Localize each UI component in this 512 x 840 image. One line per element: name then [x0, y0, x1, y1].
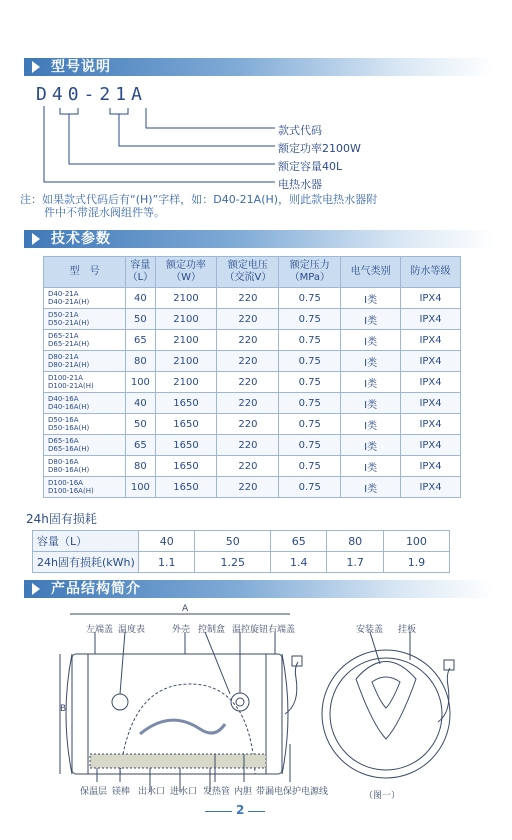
code-char: 0: [67, 84, 84, 105]
table-cell: IPX4: [401, 351, 461, 372]
table-cell: Ⅰ类: [341, 456, 401, 477]
table-cell: 2100: [155, 309, 217, 330]
table-cell: 2100: [155, 372, 217, 393]
label-shell: 外壳: [172, 625, 191, 635]
table-cell: IPX4: [401, 435, 461, 456]
table-row: [44, 435, 461, 456]
table-cell: 65: [126, 435, 155, 456]
model-name: D40-21A(H): [48, 298, 90, 306]
page-number: 2: [232, 803, 248, 817]
table-cell: IPX4: [401, 372, 461, 393]
label-heating-tube: 发热管: [203, 787, 231, 797]
table-cell: 80: [126, 351, 155, 372]
table-cell: 1650: [155, 435, 217, 456]
model-name: D100-21A: [48, 374, 83, 382]
label-mount-cover: 安装盖: [356, 625, 384, 635]
label-left-cap: 左端盖: [86, 625, 114, 635]
code-label-power: 额定功率2100W: [278, 142, 361, 155]
code-char: 1: [115, 84, 132, 105]
loss-table: [32, 530, 450, 573]
model-name: D50-21A(H): [48, 319, 90, 327]
model-name: D80-16A: [48, 458, 79, 466]
label-outlet: 出水口: [138, 787, 166, 797]
code-label-style: 款式代码: [278, 124, 322, 137]
table-row: [33, 552, 450, 573]
table-cell: 2100: [155, 288, 217, 309]
table-header-row: [44, 257, 461, 288]
table-cell: 0.75: [279, 288, 341, 309]
table-cell: 220: [217, 393, 279, 414]
model-cell: [44, 330, 126, 351]
table-cell: 220: [217, 435, 279, 456]
table-cell: 50: [195, 531, 271, 552]
table-cell: 220: [217, 456, 279, 477]
table-cell: 1.7: [327, 552, 383, 573]
table-cell: 220: [217, 372, 279, 393]
col-header: 额定功率 （W）: [155, 257, 217, 288]
table-row: [33, 531, 450, 552]
table-cell: 40: [126, 288, 155, 309]
table-cell: 1.1: [139, 552, 195, 573]
section-header-params: [24, 230, 494, 248]
col-header: 型 号: [44, 257, 126, 288]
model-cell: [44, 372, 126, 393]
col-header: 电气类别: [341, 257, 401, 288]
label-inner-tank: 内胆: [234, 787, 253, 797]
table-cell: 220: [217, 288, 279, 309]
table-cell: 1.25: [195, 552, 271, 573]
table-cell: 2100: [155, 330, 217, 351]
table-cell: 220: [217, 330, 279, 351]
code-char: D: [36, 84, 52, 105]
note: [20, 193, 377, 219]
table-cell: IPX4: [401, 330, 461, 351]
table-cell: 100: [126, 372, 155, 393]
table-cell: 1.4: [271, 552, 327, 573]
note-line: 件中不带混水阀组件等。: [44, 206, 165, 219]
table-cell: 0.75: [279, 414, 341, 435]
table-cell: Ⅰ类: [341, 477, 401, 498]
table-cell: 1.9: [383, 552, 449, 573]
table-cell: IPX4: [401, 456, 461, 477]
model-cell: [44, 456, 126, 477]
table-cell: Ⅰ类: [341, 288, 401, 309]
table-cell: 0.75: [279, 456, 341, 477]
model-cell: [44, 414, 126, 435]
table-cell: 0.75: [279, 330, 341, 351]
model-name: D65-21A(H): [48, 340, 90, 348]
table-row: [44, 330, 461, 351]
table-row: [44, 309, 461, 330]
table-cell: 80: [327, 531, 383, 552]
col-header: 防水等级: [401, 257, 461, 288]
table-cell: 220: [217, 309, 279, 330]
table-cell: IPX4: [401, 288, 461, 309]
table-cell: 2100: [155, 351, 217, 372]
model-name: D50-21A: [48, 311, 79, 319]
table-cell: 40: [126, 393, 155, 414]
col-header: 额定压力 （MPa）: [279, 257, 341, 288]
section-header-model: [24, 58, 494, 76]
table-cell: 0.75: [279, 477, 341, 498]
table-row: [44, 477, 461, 498]
spec-table: [43, 256, 461, 498]
code-char: -: [83, 84, 100, 105]
table-cell: Ⅰ类: [341, 330, 401, 351]
table-cell: Ⅰ类: [341, 414, 401, 435]
model-name: D80-21A: [48, 353, 79, 361]
table-cell: 65: [271, 531, 327, 552]
model-name: D100-16A(H): [48, 487, 94, 495]
model-name: D40-16A: [48, 395, 79, 403]
table-cell: Ⅰ类: [341, 372, 401, 393]
section-title: 产品结构简介: [51, 581, 141, 597]
table-row: [44, 393, 461, 414]
table-cell: 1650: [155, 414, 217, 435]
table-cell: 1650: [155, 393, 217, 414]
model-name: D80-16A(H): [48, 466, 90, 474]
table-cell: 100: [383, 531, 449, 552]
dim-b-label: B: [60, 704, 67, 714]
model-cell: [44, 393, 126, 414]
table-cell: 0.75: [279, 393, 341, 414]
table-row: [44, 456, 461, 477]
model-cell: [44, 309, 126, 330]
code-char: 2: [99, 84, 116, 105]
table-cell: IPX4: [401, 477, 461, 498]
model-name: D100-16A: [48, 479, 83, 487]
code-char: A: [131, 84, 147, 105]
table-cell: 80: [126, 456, 155, 477]
arrow-icon: [32, 583, 40, 595]
table-cell: 65: [126, 330, 155, 351]
code-label-product: 电热水器: [278, 178, 322, 191]
model-cell: [44, 477, 126, 498]
table-cell: 100: [126, 477, 155, 498]
table-cell: 50: [126, 414, 155, 435]
label-right-cap: 右端盖: [268, 625, 296, 635]
table-row: [44, 414, 461, 435]
table-row: [44, 372, 461, 393]
table-cell: 0.75: [279, 435, 341, 456]
model-name: D65-16A: [48, 437, 79, 445]
model-cell: [44, 435, 126, 456]
model-code: [36, 84, 147, 105]
label-power-cord: 带漏电保护电源线: [256, 787, 329, 797]
table-cell: 220: [217, 477, 279, 498]
code-char: 4: [51, 84, 68, 105]
table-cell: IPX4: [401, 309, 461, 330]
arrow-icon: [32, 233, 40, 245]
table-cell: 1650: [155, 456, 217, 477]
col-header: 额定电压 （交流V）: [217, 257, 279, 288]
section-header-structure: [24, 580, 494, 598]
model-name: D65-16A(H): [48, 445, 90, 453]
model-name: D80-21A(H): [48, 361, 90, 369]
table-cell: IPX4: [401, 393, 461, 414]
model-cell: [44, 288, 126, 309]
label-temp-knob: 温控旋钮: [232, 625, 269, 635]
model-name: D50-16A(H): [48, 424, 90, 432]
table-cell: 50: [126, 309, 155, 330]
label-control-box: 控制盒: [198, 625, 226, 635]
code-label-capacity: 额定容量40L: [278, 160, 343, 173]
model-name: D50-16A: [48, 416, 79, 424]
table-cell: Ⅰ类: [341, 435, 401, 456]
table-cell: 0.75: [279, 351, 341, 372]
table-row: [44, 288, 461, 309]
note-line: 注：如果款式代码后有“(H)”字样，如：D40-21A(H)，则此款电热水器附: [20, 193, 378, 206]
table-row: [44, 351, 461, 372]
table-cell: 220: [217, 351, 279, 372]
table-cell: IPX4: [401, 414, 461, 435]
table-cell: 0.75: [279, 309, 341, 330]
model-name: D40-21A: [48, 290, 79, 298]
label-hanger: 挂板: [398, 625, 417, 635]
loss-row-label: 24h固有损耗(kWh): [33, 552, 139, 573]
model-name: D40-16A(H): [48, 403, 90, 411]
label-thermometer: 温度表: [118, 625, 146, 635]
table-cell: Ⅰ类: [341, 351, 401, 372]
table-cell: 40: [139, 531, 195, 552]
model-name: D100-21A(H): [48, 382, 94, 390]
loss-row-label: 容量（L）: [33, 531, 139, 552]
label-mg-rod: 镁棒: [112, 787, 131, 797]
dim-a-label: A: [182, 604, 189, 614]
arrow-icon: [32, 61, 40, 73]
table-cell: Ⅰ类: [341, 309, 401, 330]
model-cell: [44, 351, 126, 372]
table-cell: Ⅰ类: [341, 393, 401, 414]
section-title: 型号说明: [51, 59, 111, 75]
table-cell: 1650: [155, 477, 217, 498]
col-header: 容量 （L）: [126, 257, 155, 288]
table-cell: 0.75: [279, 372, 341, 393]
label-insulation: 保温层: [80, 787, 108, 797]
figure-caption: （图一）: [364, 791, 401, 801]
label-inlet: 进水口: [170, 787, 198, 797]
model-code-brackets: [30, 106, 280, 190]
table-cell: 220: [217, 414, 279, 435]
model-name: D65-21A: [48, 332, 79, 340]
loss-title: 24h固有损耗: [26, 512, 97, 526]
section-title: 技术参数: [51, 231, 111, 247]
